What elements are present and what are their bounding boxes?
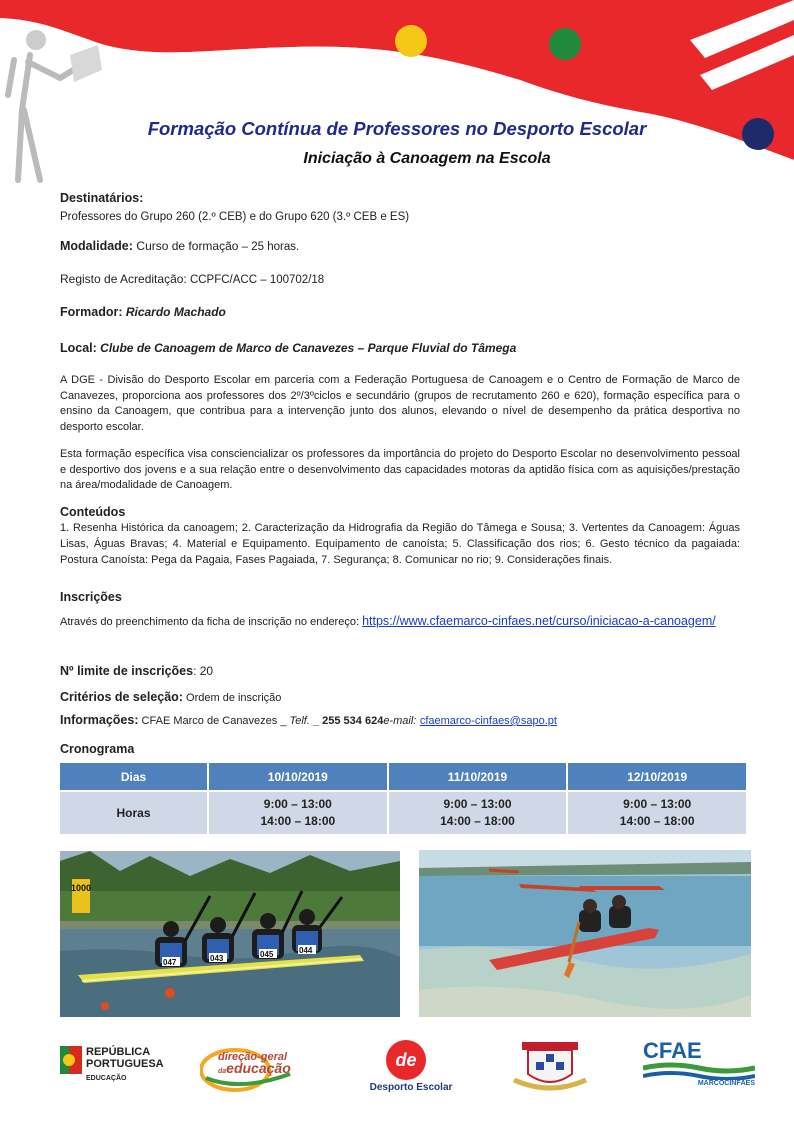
republica-portuguesa-logo	[60, 1042, 170, 1092]
table-header-cell: 11/10/2019	[388, 762, 568, 791]
description-paragraph-2: Esta formação específica visa consciencializar os professores da importância do projeto do Desporto Escolar no desenvolvimento pessoal e desportivo dos jovens e a sua relação entre o desenvolvimento das capacidades motoras da aptidão física com as aquisições/prestação na área/modalidade de Canoagem.	[60, 448, 740, 491]
republica-line-2: PORTUGUESA	[86, 1058, 164, 1070]
kayak-beach-photo	[419, 850, 751, 1017]
table-header-cell: 12/10/2019	[567, 762, 747, 791]
bib-number: 045	[260, 950, 274, 959]
kayak-k4-photo	[60, 851, 400, 1017]
inscricoes-text: Através do preenchimento da ficha de inscrição no endereço:	[60, 616, 363, 628]
email-label: e-mail:	[383, 715, 417, 727]
local-line	[60, 340, 740, 356]
local-label: Local:	[60, 341, 97, 355]
crest-icon	[510, 1040, 590, 1092]
cfae-title: CFAE	[643, 1038, 702, 1063]
table-cell	[567, 791, 747, 835]
republica-line-1: REPÚBLICA	[86, 1046, 151, 1058]
desporto-escolar-label: Desporto Escolar	[369, 1082, 453, 1093]
desporto-escolar-mark-icon: de	[386, 1040, 426, 1080]
informacoes-line	[60, 712, 740, 729]
informacoes-org: CFAE Marco de Canavezes _	[138, 715, 290, 727]
table-cell	[208, 791, 388, 835]
slot-afternoon: 14:00 – 18:00	[440, 814, 515, 828]
informacoes-label: Informações:	[60, 713, 139, 727]
table-header-cell: 10/10/2019	[208, 762, 388, 791]
formador-line	[60, 304, 740, 320]
bib-number: 043	[210, 954, 224, 963]
slot-afternoon: 14:00 – 18:00	[619, 814, 695, 828]
distance-marker-label: 1000	[70, 883, 92, 893]
formador-label: Formador:	[60, 305, 123, 319]
modalidade-rest: – 25 horas.	[238, 241, 300, 253]
slot-afternoon: 14:00 – 18:00	[260, 814, 336, 828]
cronograma-table	[58, 761, 748, 836]
page-title: Formação Contínua de Professores no Desporto Escolar	[147, 118, 647, 139]
desporto-escolar-logo	[356, 1040, 466, 1096]
table-row	[59, 791, 747, 835]
description-paragraph-1: A DGE - Divisão do Desporto Escolar em parceria com a Federação Portuguesa de Canoagem e o Centro de Formação de Marco de Canavezes, proporciona aos professores dos 2º/3ºciclos e secundário (grupos de recrutamento 260 e 620), formação específica para o ensino da Canoagem, que contribua para a intervenção junto dos alunos, elevando o nível de desempenho da prática desportiva no desporto escolar.	[60, 374, 740, 433]
criterios-value: Ordem de inscrição	[182, 692, 282, 704]
cfae-logo	[643, 1040, 755, 1094]
inscricoes-link[interactable]: https://www.cfaemarco-cinfaes.net/curso/iniciacao-a-canoagem/	[362, 614, 716, 628]
cronograma-label: Cronograma	[60, 742, 135, 756]
registo-line	[60, 271, 740, 288]
telf-value: _ 255 534 624	[309, 715, 384, 727]
slot-morning: 9:00 – 13:00	[443, 797, 512, 811]
modalidade-line	[60, 238, 740, 255]
inscricoes-text-wrapper	[60, 613, 740, 630]
destinatarios-text: Professores do Grupo 260 (2.º CEB) e do Grupo 620 (3.º CEB e ES)	[60, 211, 410, 223]
limite-label: Nº limite de inscrições	[60, 664, 194, 678]
coat-of-arms-icon	[60, 1046, 82, 1074]
slot-morning: 9:00 – 13:00	[623, 797, 692, 811]
local-value: Clube de Canoagem de Marco de Canavezes – Parque Fluvial do Tâmega	[96, 341, 517, 355]
inscricoes-label: Inscrições	[60, 590, 122, 604]
dge-line-1: direção-geral	[218, 1051, 288, 1063]
republica-line-3: EDUCAÇÃO	[86, 1075, 127, 1082]
slot-morning: 9:00 – 13:00	[263, 797, 332, 811]
modalidade-value: Curso de formação	[136, 239, 239, 253]
destinatarios-section	[60, 190, 740, 225]
dge-line-3: educação	[226, 1060, 291, 1076]
limite-line	[60, 663, 740, 679]
table-row-label: Horas	[59, 791, 208, 835]
limite-value: : 20	[193, 664, 214, 678]
destinatarios-label: Destinatários:	[60, 191, 144, 205]
registo-label: Registo de Acreditação:	[60, 272, 187, 286]
inscricoes-section	[60, 589, 740, 630]
dge-line-2: da	[218, 1068, 227, 1075]
telf-label: Telf.	[289, 715, 310, 727]
header-decoration	[0, 0, 794, 200]
criterios-line	[60, 689, 740, 706]
page-subtitle: Iniciação à Canoagem na Escola	[303, 150, 551, 167]
bib-number: 047	[163, 958, 177, 967]
conteudos-text: 1. Resenha Histórica da canoagem; 2. Caracterização da Hidrografia da Região do Tâmega e Sousa; 3. Vertentes da Canoagem: Águas Lisas, Águas Bravas; 4. Material e Equipamento. Equipamento de canoísta; 5. Classificação dos rios; 6. Gesto técnico da pagaiada: Postura Canoísta: Pega da Pagaia, Fases Pagaiada, 7. Segurança; 8. Comunicar no rio; 9. Considerações finais.	[60, 522, 740, 566]
dge-logo	[200, 1044, 305, 1092]
registo-value: CCPFC/ACC – 100702/18	[186, 274, 325, 286]
formador-value: Ricardo Machado	[122, 305, 226, 319]
conteudos-label: Conteúdos	[60, 505, 126, 519]
modalidade-label: Modalidade:	[60, 239, 133, 253]
table-header-row	[59, 762, 747, 791]
bib-number: 044	[299, 946, 313, 955]
table-header-cell: Dias	[59, 762, 208, 791]
table-cell	[388, 791, 568, 835]
municipal-crest-logo	[510, 1040, 590, 1092]
cfae-waves-icon	[643, 1062, 755, 1080]
email-link[interactable]: cfaemarco-cinfaes@sapo.pt	[419, 715, 557, 727]
cfae-subtitle: MARCOCINFÃES	[697, 1080, 755, 1087]
conteudos-section	[60, 504, 740, 568]
criterios-label: Critérios de seleção:	[60, 690, 183, 704]
